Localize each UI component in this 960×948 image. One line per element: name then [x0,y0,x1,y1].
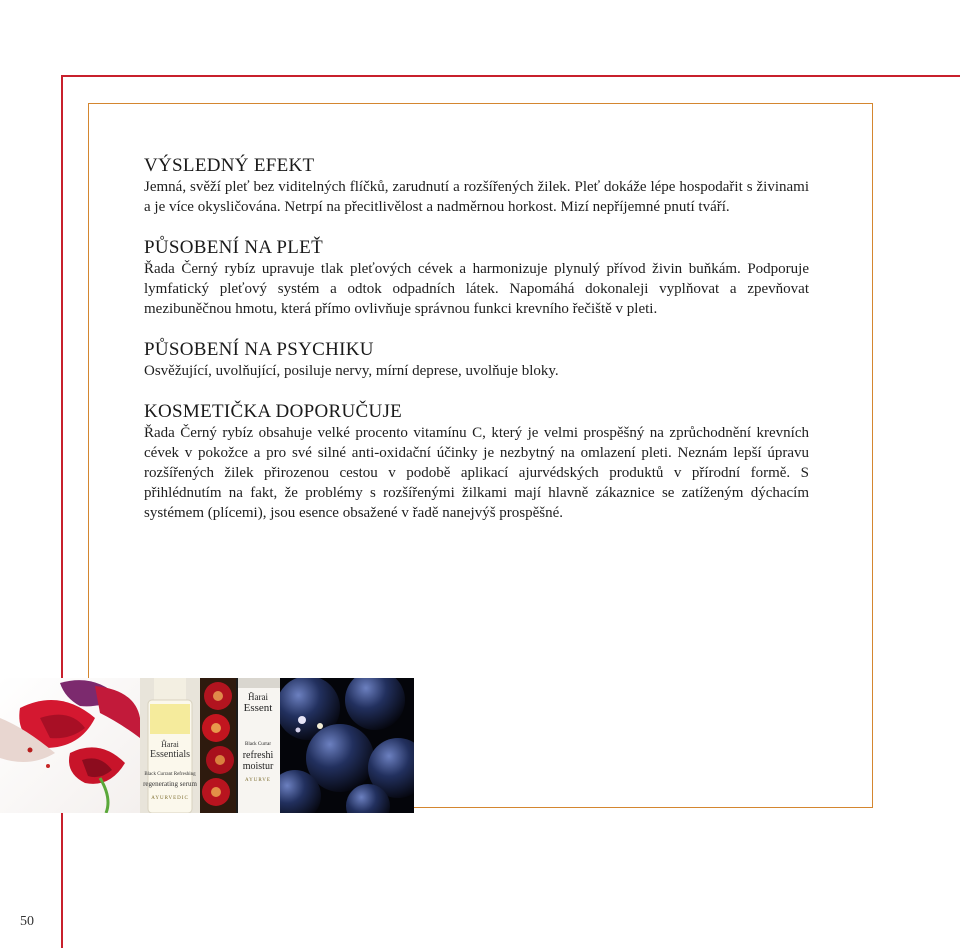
currant-berries-photo [280,678,414,813]
red-flowers-image [0,678,140,813]
bottle-line: Essent [243,702,273,714]
bottle-product: regenerating serum [143,780,197,788]
red-flowers-photo [0,678,140,813]
section-text: Osvěžující, uvolňující, posiluje nervy, mírní deprese, uvolňuje bloky. [144,363,559,379]
moisturizer-bottle-photo [236,678,280,813]
bottle-footer: AYURVEDIC [151,796,189,801]
currant-flowers-photo [200,678,236,813]
bottle-brand: Ĥarai [248,692,268,702]
article-body [144,155,809,543]
bottle-variant: Black Currar [245,742,271,747]
section-psyche-effect [144,339,809,381]
section-heading: KOSMETIČKA DOPORUČUJE [144,401,403,422]
currant-berries-image [280,678,414,813]
section-heading: PŮSOBENÍ NA PSYCHIKU [144,339,374,360]
section-result [144,155,809,217]
section-text: Řada Černý rybíz obsahuje velké procento vitamínu C, který je velmi prospěšný na zprůchodnění krevních cévek v pokožce a pro své silné anti-oxidační účinky je nezbytný na omlazení pleti. Neznám lepší úpravu rozšířených žilek přirozenou cestou v podobě aplikací ajurvédských produktů v přírodní formě. S přihlédnutím na fakt, že problémy s rozšířenými žilkami mají hlavně zákaznice se zatíženým dýchacím systémem (plícemi), jsou esence obsažené v řadě nanejvýš prospěšné. [144,425,809,521]
photo-strip [0,678,414,813]
section-beautician-recommends [144,401,809,523]
currant-flowers-image [200,678,236,813]
section-heading: PŮSOBENÍ NA PLEŤ [144,237,323,258]
bottle-brand: Ĥarai [161,740,179,749]
section-text: Jemná, svěží pleť bez viditelných flíčků, zarudnutí a rozšířených žilek. Pleť dokáže lépe hospodařit s živinami a je více okysličována. Netrpí na přecitlivělost a nadměrnou horkost. Mizí nepříjemné pnutí tváří. [144,179,809,215]
page-number: 50 [20,914,34,929]
bottle-product: refreshi moistur [242,750,274,772]
section-heading: VÝSLEDNÝ EFEKT [144,155,315,176]
bottle-footer: AYURVE [245,778,271,783]
bottle-variant: Black Currant Refreshing [144,772,196,777]
serum-bottle-photo [140,678,200,813]
section-text: Řada Černý rybíz upravuje tlak pleťových cévek a harmonizuje plynulý přívod živin buňkám. Podporuje lymfatický pleťový systém a odtok odpadních látek. Napomáhá dokonaleji vyplňovat a zpevňovat mezibuněčnou hmotu, která přímo ovlivňuje správnou funkci krevního řečiště v pleti. [144,261,809,317]
bottle-line: Essentials [150,749,190,760]
section-skin-effect [144,237,809,319]
